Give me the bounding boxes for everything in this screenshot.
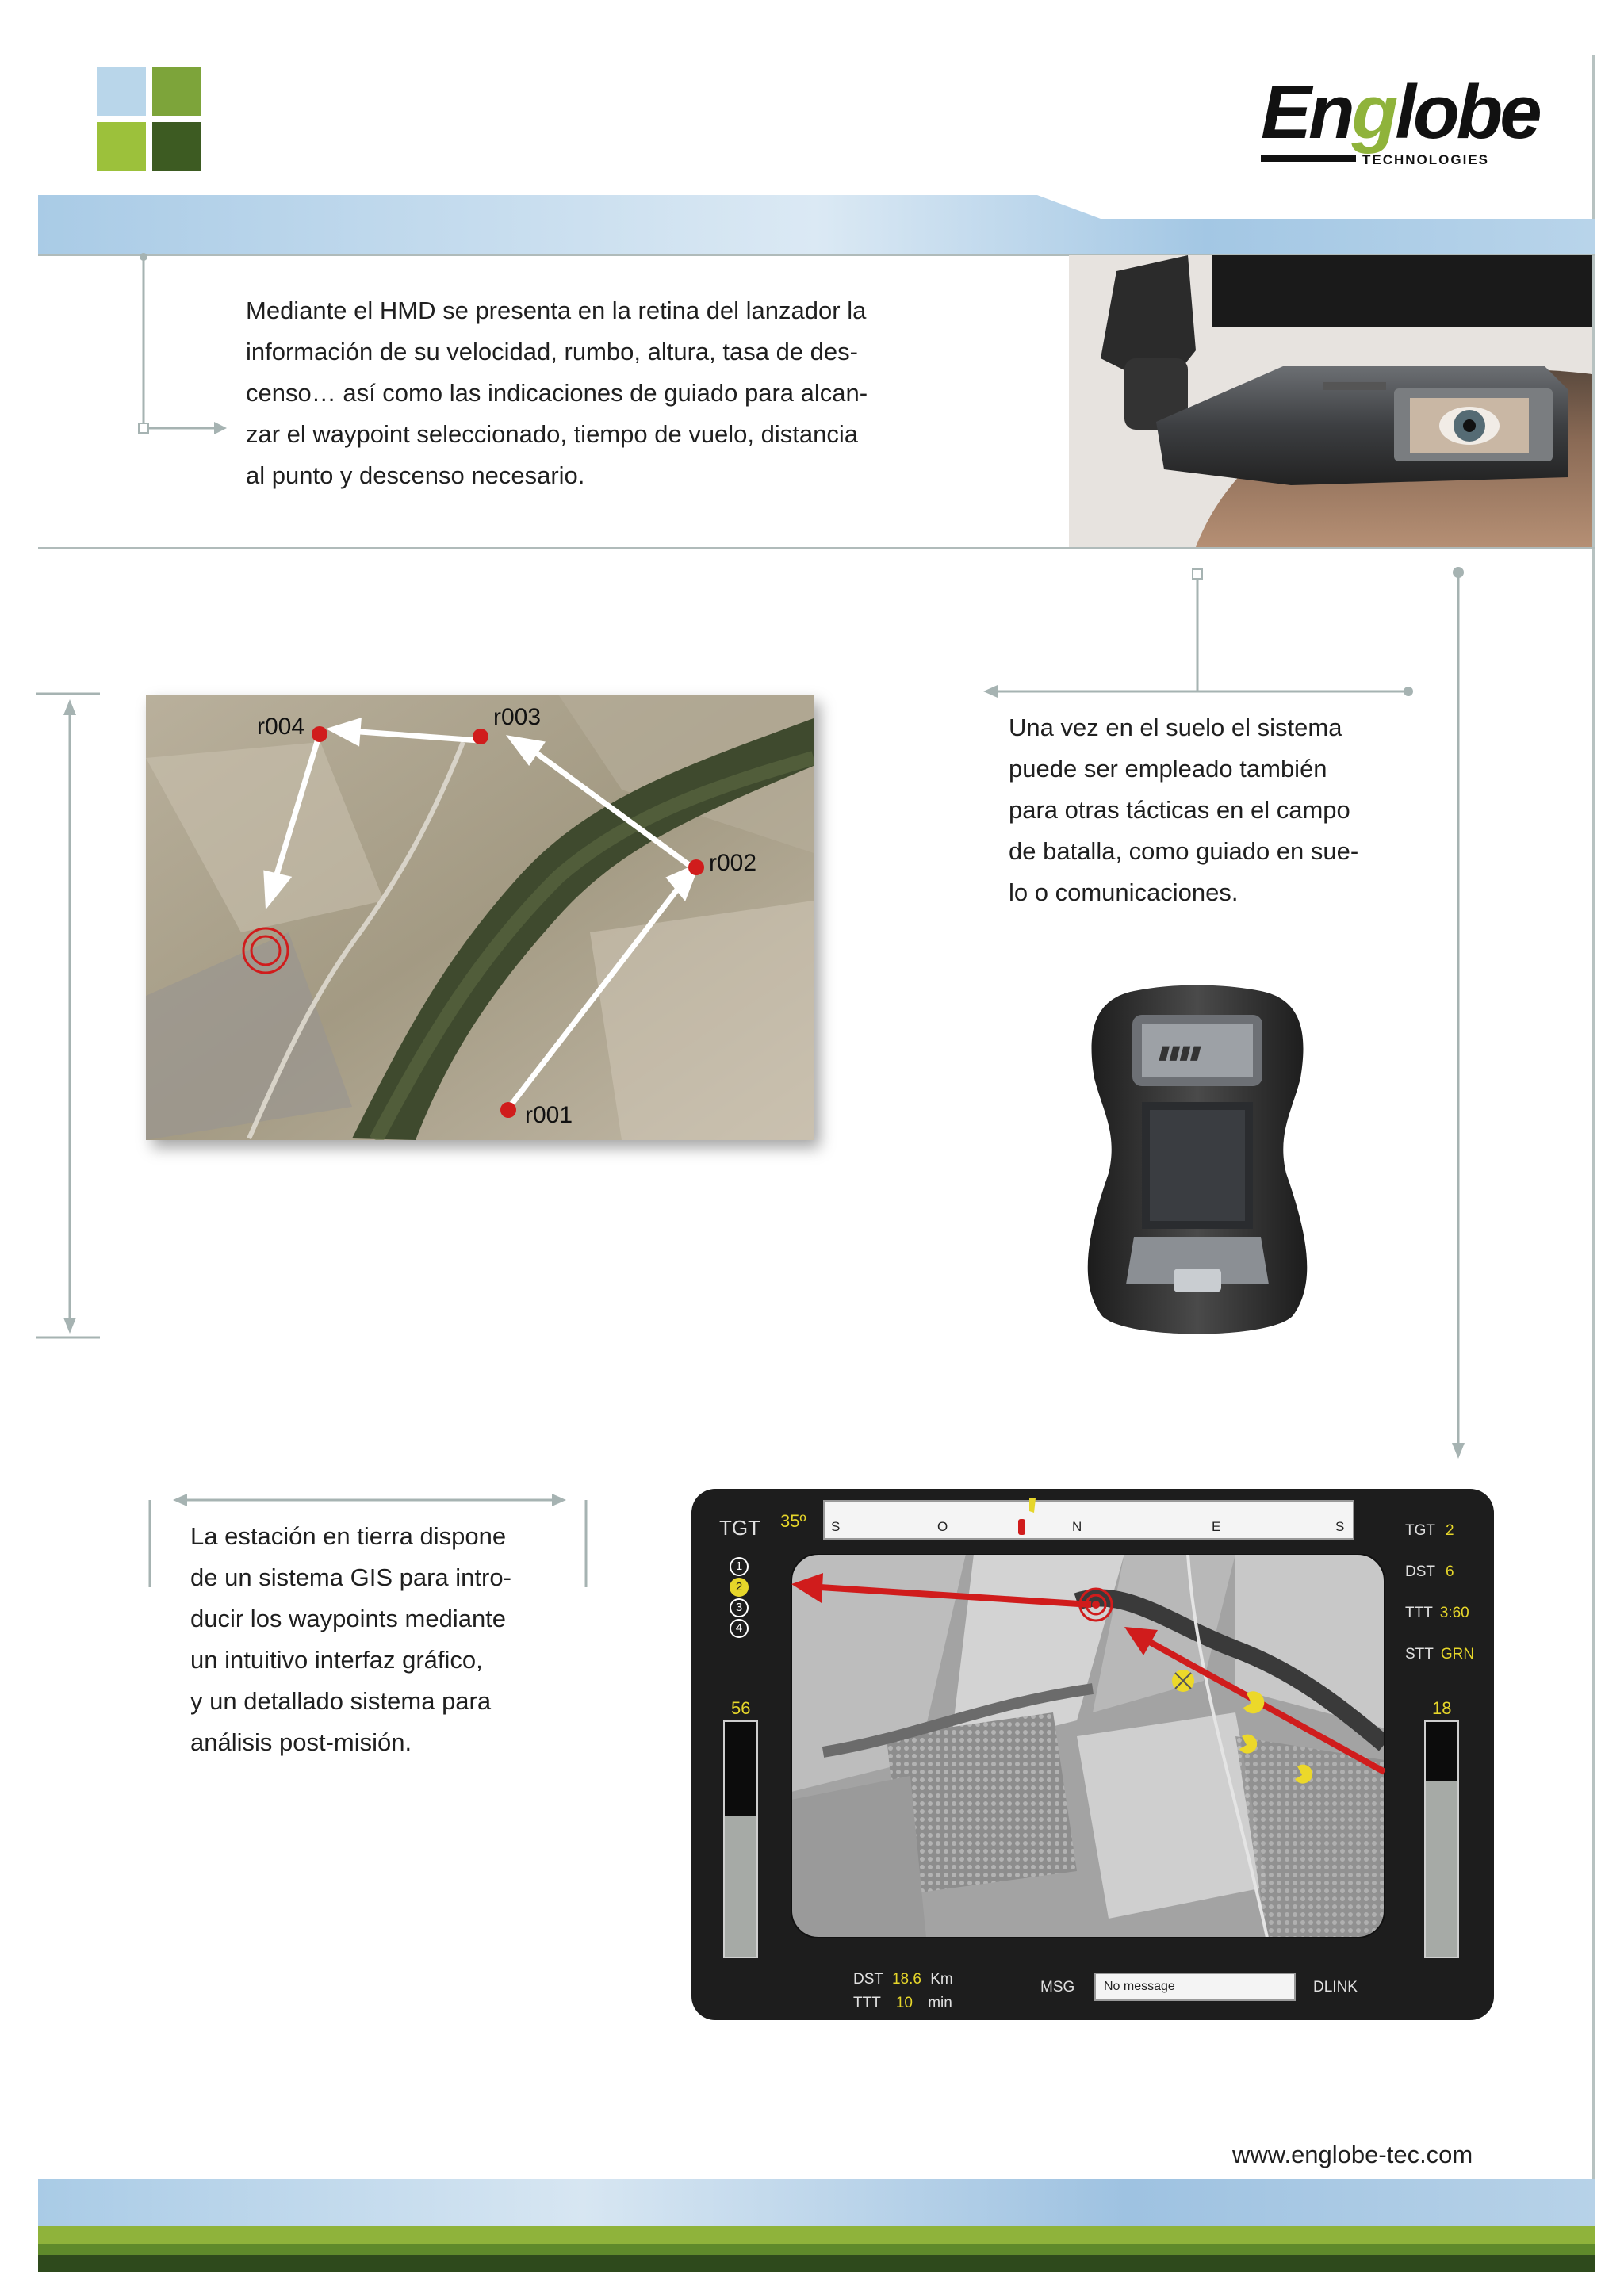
hud-ttt-unit: min <box>928 1995 952 2011</box>
handheld-device-photo <box>1078 983 1316 1348</box>
svg-text:▮▮▮▮: ▮▮▮▮ <box>1158 1042 1200 1063</box>
hud-dst-value: 18.6 <box>891 1971 921 1988</box>
brand-mark-tiles <box>97 67 201 171</box>
section2-connector <box>980 561 1488 707</box>
hud-panel-ttt-value: 3:60 <box>1439 1605 1469 1621</box>
sky-band-top <box>38 195 1595 255</box>
hud-panel-tgt-label: TGT <box>1405 1522 1435 1539</box>
section3-line-5: y un detallado sistema para <box>190 1687 492 1715</box>
logo-text-en: En <box>1261 70 1352 155</box>
section1-line-3: censo… así como las indicaciones de guiado para alcan- <box>246 379 868 407</box>
gis-hud-display <box>691 1489 1494 2020</box>
hud-panel-stt-label: STT <box>1405 1646 1434 1663</box>
hud-target-1[interactable]: 1 <box>730 1557 749 1576</box>
section1-line-1: Mediante el HMD se presenta en la retina del lanzador la <box>246 297 867 324</box>
hud-compass-strip <box>823 1500 1354 1540</box>
hud-target-3[interactable]: 3 <box>730 1598 749 1617</box>
footer-url: www.englobe-tec.com <box>1232 2141 1473 2168</box>
hud-panel-stt-value: GRN <box>1440 1646 1475 1663</box>
hud-right-panel <box>1405 1522 1484 1687</box>
hud-panel-dst-label: DST <box>1405 1563 1435 1580</box>
section1-bottom-rule <box>38 547 1595 549</box>
right-vertical-arrow <box>1446 564 1470 1468</box>
hud-heading-value: 35º <box>780 1511 806 1531</box>
section2-paragraph <box>1009 707 1358 913</box>
section2-line-1: Una vez en el suelo el sistema <box>1009 714 1342 741</box>
section3-line-1: La estación en tierra dispone <box>190 1522 507 1550</box>
section3-paragraph <box>190 1516 511 1763</box>
section3-line-6: análisis post-misión. <box>190 1728 412 1756</box>
page-frame-line <box>1592 55 1595 2196</box>
section1-line-2: información de su velocidad, rumbo, altura, tasa de des- <box>246 338 858 365</box>
hud-target-4[interactable]: 4 <box>730 1619 749 1638</box>
hud-bottom-ttt <box>853 1995 952 2012</box>
hud-right-bar-fill <box>1426 1781 1457 1957</box>
hud-msg-label: MSG <box>1040 1979 1075 1996</box>
englobe-logo <box>1261 70 1539 176</box>
section2-line-4: de batalla, como guiado en sue- <box>1009 837 1359 865</box>
logo-subtitle: TECHNOLOGIES <box>1362 152 1490 167</box>
hud-bottom-dst <box>853 1971 953 1988</box>
section2-line-2: puede ser empleado también <box>1009 755 1327 783</box>
hud-panel-dst-value: 6 <box>1445 1563 1454 1580</box>
waypoint-label-r001: r001 <box>525 1102 573 1128</box>
hud-tgt-label: TGT <box>719 1516 760 1540</box>
hud-target-2[interactable]: 2 <box>730 1578 749 1597</box>
section2-line-5: lo o comunicaciones. <box>1009 878 1239 906</box>
hud-compass-markers <box>1001 1495 1048 1538</box>
hud-dlink-label: DLINK <box>1313 1979 1358 1996</box>
waypoint-map-canvas <box>146 695 814 1140</box>
hud-compass-S2: S <box>1335 1519 1345 1534</box>
hud-panel-row-stt <box>1405 1646 1484 1687</box>
hud-compass-S1: S <box>831 1519 841 1534</box>
hud-map-viewport <box>791 1554 1385 1938</box>
hud-panel-row-tgt <box>1405 1522 1484 1563</box>
hud-msg-field: No message <box>1094 1973 1296 2001</box>
hud-compass-E: E <box>1212 1519 1221 1534</box>
waypoint-map <box>146 695 814 1140</box>
waypoint-label-r002: r002 <box>709 850 757 876</box>
hud-dst-unit: Km <box>930 1971 953 1988</box>
footer-landscape-band <box>38 2179 1595 2274</box>
hud-ttt-value: 10 <box>895 1995 913 2011</box>
logo-text-lobe: lobe <box>1395 70 1539 155</box>
waypoint-label-r004: r004 <box>257 714 305 740</box>
section2-line-3: para otras tácticas en el campo <box>1009 796 1350 824</box>
waypoint-label-r003: r003 <box>493 704 542 730</box>
section1-paragraph <box>246 290 868 496</box>
section1-line-5: al punto y descenso necesario. <box>246 461 585 489</box>
hmd-photo <box>1069 255 1592 547</box>
hud-right-bar <box>1424 1720 1459 1958</box>
hud-left-bar-fill <box>725 1816 756 1957</box>
hud-left-bar <box>723 1720 758 1958</box>
section1-connector <box>135 252 230 442</box>
dimension-arrow-left <box>36 691 108 1343</box>
hud-panel-ttt-label: TTT <box>1405 1605 1433 1621</box>
hud-right-bar-value: 18 <box>1432 1698 1452 1718</box>
section3-line-2: de un sistema GIS para intro- <box>190 1563 511 1591</box>
hud-panel-tgt-value: 2 <box>1445 1522 1454 1539</box>
hud-dst-label: DST <box>853 1971 883 1988</box>
hud-panel-row-dst <box>1405 1563 1484 1605</box>
hud-compass-O: O <box>937 1519 948 1534</box>
section3-line-4: un intuitivo interfaz gráfico, <box>190 1646 483 1674</box>
hud-left-bar-value: 56 <box>731 1698 751 1718</box>
hud-ttt-label: TTT <box>853 1995 881 2011</box>
hud-panel-row-ttt <box>1405 1605 1484 1646</box>
section3-line-3: ducir los waypoints mediante <box>190 1605 507 1632</box>
hud-compass-N: N <box>1072 1519 1082 1534</box>
logo-text-g: g <box>1351 70 1396 155</box>
section1-line-4: zar el waypoint seleccionado, tiempo de vuelo, distancia <box>246 420 859 448</box>
